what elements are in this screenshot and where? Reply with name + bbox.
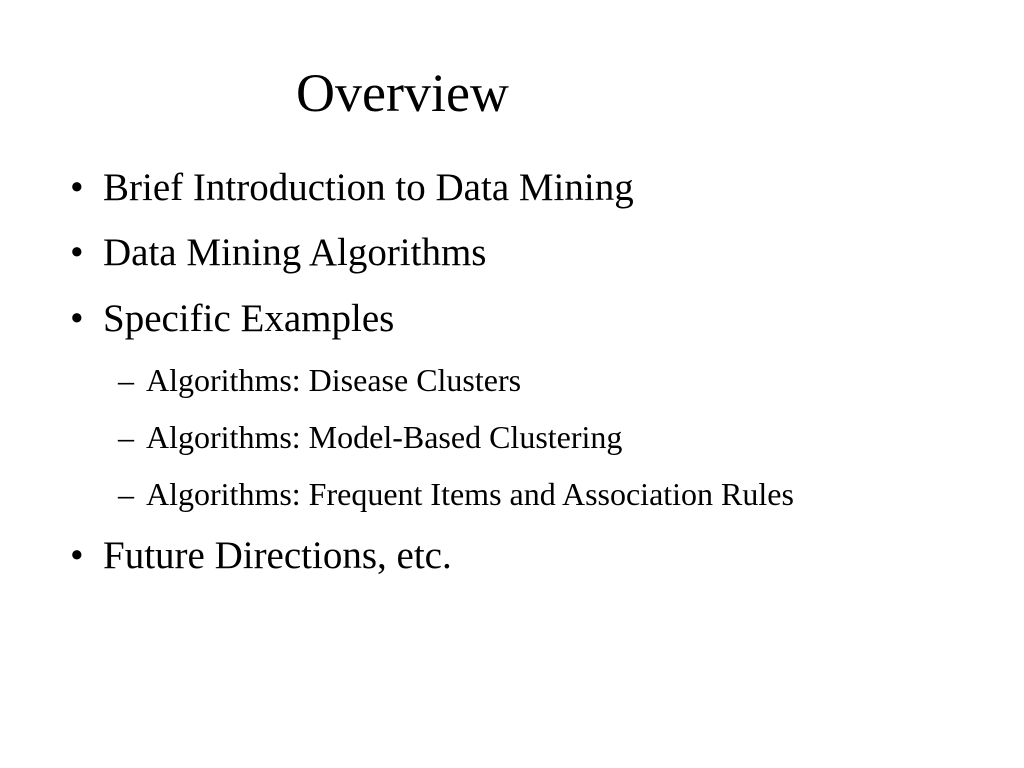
sub-bullet-text: Algorithms: Disease Clusters: [146, 362, 522, 398]
sub-bullet-text: Algorithms: Model-Based Clustering: [146, 419, 623, 455]
sub-bullet-text: Algorithms: Frequent Items and Association Rules: [146, 476, 794, 512]
bullet-icon: •: [70, 166, 84, 209]
slide-title: Overview: [296, 63, 509, 123]
bullet-text: Data Mining Algorithms: [103, 231, 487, 274]
bullet-icon: •: [70, 534, 84, 577]
dash-icon: –: [118, 362, 134, 398]
bullet-text: Specific Examples: [103, 297, 395, 340]
bullet-text: Brief Introduction to Data Mining: [103, 166, 634, 209]
dash-icon: –: [118, 419, 134, 455]
bullet-text: Future Directions, etc.: [103, 534, 452, 577]
bullet-icon: •: [70, 231, 84, 274]
dash-icon: –: [118, 476, 134, 512]
bullet-icon: •: [70, 297, 84, 340]
